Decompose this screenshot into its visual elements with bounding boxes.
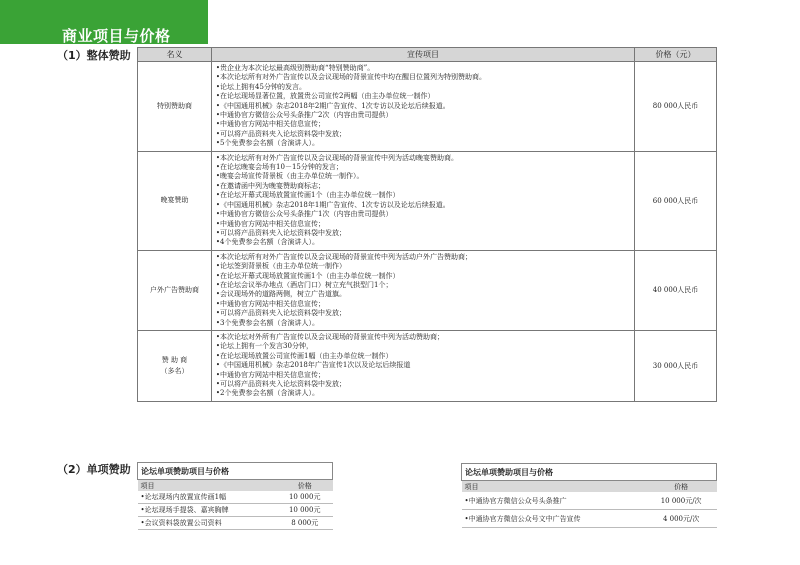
- promotion-list: [216, 154, 630, 248]
- list-item: • 在论坛开幕式现场放置宣传画1个（由主办单位统一制作）: [216, 191, 630, 200]
- list-item: • 本次论坛所有对外广告宣传以及会议现场的背景宣传中均在醒目位置列为特别赞助商。: [216, 73, 630, 82]
- sponsor-name-line: 特别赞助商: [156, 101, 192, 110]
- list-item: • 中通协官方网站中相关信息宣传；: [216, 120, 630, 129]
- list-item: • 《中国通用机械》杂志2018年1期广告宣传、1次专访以及论坛后续报道。: [216, 201, 630, 210]
- sponsor-name-line: 晚宴赞助: [160, 196, 189, 205]
- table-row: [138, 504, 333, 517]
- table-row: [138, 491, 333, 504]
- sponsor-price: 80 000人民币: [635, 62, 717, 152]
- list-item: • 在论坛开幕式现场放置宣传画1个（由主办单位统一制作）: [216, 272, 630, 281]
- sub-column-price: 价格: [646, 481, 717, 493]
- sponsor-name-line: 户外广告赞助商: [149, 285, 199, 294]
- sponsor-name-line: （多名）: [160, 366, 189, 375]
- sub-price: 4 000元/次: [646, 510, 717, 528]
- list-item: • 贵企业为本次论坛最高级别赞助商“特别赞助商”。: [216, 64, 630, 73]
- list-item: • 本次论坛所有对外广告宣传以及会议现场的背景宣传中列为活动户外广告赞助商；: [216, 253, 630, 262]
- list-item: • 《中国通用机械》杂志2018年2期广告宣传、1次专访以及论坛后续报道。: [216, 102, 630, 111]
- promotion-items: [211, 62, 634, 152]
- table-header-row: [138, 48, 717, 62]
- table-row: [138, 330, 717, 401]
- sponsor-name: [138, 151, 212, 250]
- sub-column-item: 项目: [138, 480, 277, 492]
- list-item: • 会议现场外的道路两侧，树立广告道旗。: [216, 290, 630, 299]
- promotion-list: [216, 64, 630, 149]
- list-item: • 论坛上拥有45分钟的发言。: [216, 83, 630, 92]
- list-item: • 可以将产品资料夹入论坛资料袋中发放；: [216, 229, 630, 238]
- list-item: • 中通协官方网站中相关信息宣传；: [216, 300, 630, 309]
- promotion-items: [211, 250, 634, 330]
- list-item: • 中通协官方微信公众号头条推广1次（内容由贵司提供）: [216, 210, 630, 219]
- promotion-items: [211, 330, 634, 401]
- table-body: [138, 62, 717, 402]
- list-item: • 在论坛现场放置公司宣传画1幅（由主办单位统一制作）: [216, 352, 630, 361]
- list-item: • 晚宴会场宣传背景板（由主办单位统一制作）。: [216, 172, 630, 181]
- list-item: • 本次论坛所有对外广告宣传以及会议现场的背景宣传中列为活动晚宴赞助商。: [216, 154, 630, 163]
- table-row: [138, 62, 717, 152]
- list-item: • 可以将产品资料夹入论坛资料袋中发放；: [216, 130, 630, 139]
- table-row: [138, 250, 717, 330]
- list-item: • 论坛签到背景板（由主办单位统一制作）: [216, 262, 630, 271]
- sub-item: • 论坛现场手提袋、嘉宾胸牌: [138, 504, 277, 517]
- sub-table-title: 论坛单项赞助项目与价格: [138, 463, 333, 480]
- list-item: • 可以将产品资料夹入论坛资料袋中发放；: [216, 309, 630, 318]
- promotion-items: [211, 151, 634, 250]
- sub-price: 10 000元/次: [646, 492, 717, 510]
- sponsor-name: [138, 250, 212, 330]
- column-header-name: 名义: [138, 48, 212, 62]
- table-row: [462, 510, 717, 528]
- section2-label: （2）单项赞助: [57, 463, 131, 476]
- table-row: [462, 492, 717, 510]
- list-item: • 2个免费参会名额（含演讲人）。: [216, 389, 630, 398]
- list-item: • 5个免费参会名额（含演讲人）。: [216, 139, 630, 148]
- sponsor-price: 60 000人民币: [635, 151, 717, 250]
- list-item: • 中通协官方微信公众号头条推广2次（内容由贵司提供）: [216, 111, 630, 120]
- promotion-list: [216, 333, 630, 399]
- list-item: • 论坛上拥有一个发言30分钟，: [216, 342, 630, 351]
- sub-price: 10 000元: [277, 491, 333, 504]
- sponsor-name: [138, 330, 212, 401]
- list-item: • 可以将产品资料夹入论坛资料袋中发放；: [216, 380, 630, 389]
- promotion-list: [216, 253, 630, 328]
- sponsor-name: [138, 62, 212, 152]
- table-row: [138, 151, 717, 250]
- single-sponsor-table-right: [461, 463, 717, 528]
- sub-item: • 会议资料袋放置公司资料: [138, 517, 277, 530]
- list-item: • 4个免费参会名额（含演讲人）。: [216, 238, 630, 247]
- sponsor-price: 30 000人民币: [635, 330, 717, 401]
- sub-price: 10 000元: [277, 504, 333, 517]
- sub-item: • 中通协官方微信公众号文中广告宣传: [462, 510, 646, 528]
- column-header-items: 宣传项目: [211, 48, 634, 62]
- list-item: • 《中国通用机械》杂志2018年广告宣传1次以及论坛后续报道: [216, 361, 630, 370]
- column-header-price: 价格（元）: [635, 48, 717, 62]
- sub-table-header: [138, 480, 333, 492]
- sub-item: • 论坛现场内放置宣传画1幅: [138, 491, 277, 504]
- single-sponsor-table-left: [137, 462, 333, 530]
- sub-column-price: 价格: [277, 480, 333, 492]
- table-row: [138, 517, 333, 530]
- list-item: • 3个免费参会名额（含演讲人）。: [216, 319, 630, 328]
- section1-label: （1）整体赞助: [57, 49, 131, 62]
- list-item: • 在邀请函中列为晚宴赞助商标志；: [216, 182, 630, 191]
- list-item: • 中通协官方网站中相关信息宣传；: [216, 220, 630, 229]
- sponsor-name-line: 赞 助 商: [161, 355, 188, 364]
- sub-table-header: [462, 481, 717, 493]
- list-item: • 中通协官方网站中相关信息宣传；: [216, 371, 630, 380]
- list-item: • 在论坛晚宴会场有10－15分钟的发言；: [216, 163, 630, 172]
- sponsor-price: 40 000人民币: [635, 250, 717, 330]
- page-title: 商业项目与价格: [62, 27, 171, 45]
- sponsorship-table: [137, 47, 717, 402]
- sub-column-item: 项目: [462, 481, 646, 493]
- sub-table-title: 论坛单项赞助项目与价格: [462, 464, 717, 481]
- list-item: • 在论坛现场显著位置，放置贵公司宣传2两幅（由主办单位统一制作）: [216, 92, 630, 101]
- list-item: • 本次论坛对外所有广告宣传以及会议现场的背景宣传中列为活动赞助商；: [216, 333, 630, 342]
- list-item: • 在论坛会议举办地点（酒店门口）树立充气拱型门1个；: [216, 281, 630, 290]
- sub-price: 8 000元: [277, 517, 333, 530]
- sub-item: • 中通协官方微信公众号头条推广: [462, 492, 646, 510]
